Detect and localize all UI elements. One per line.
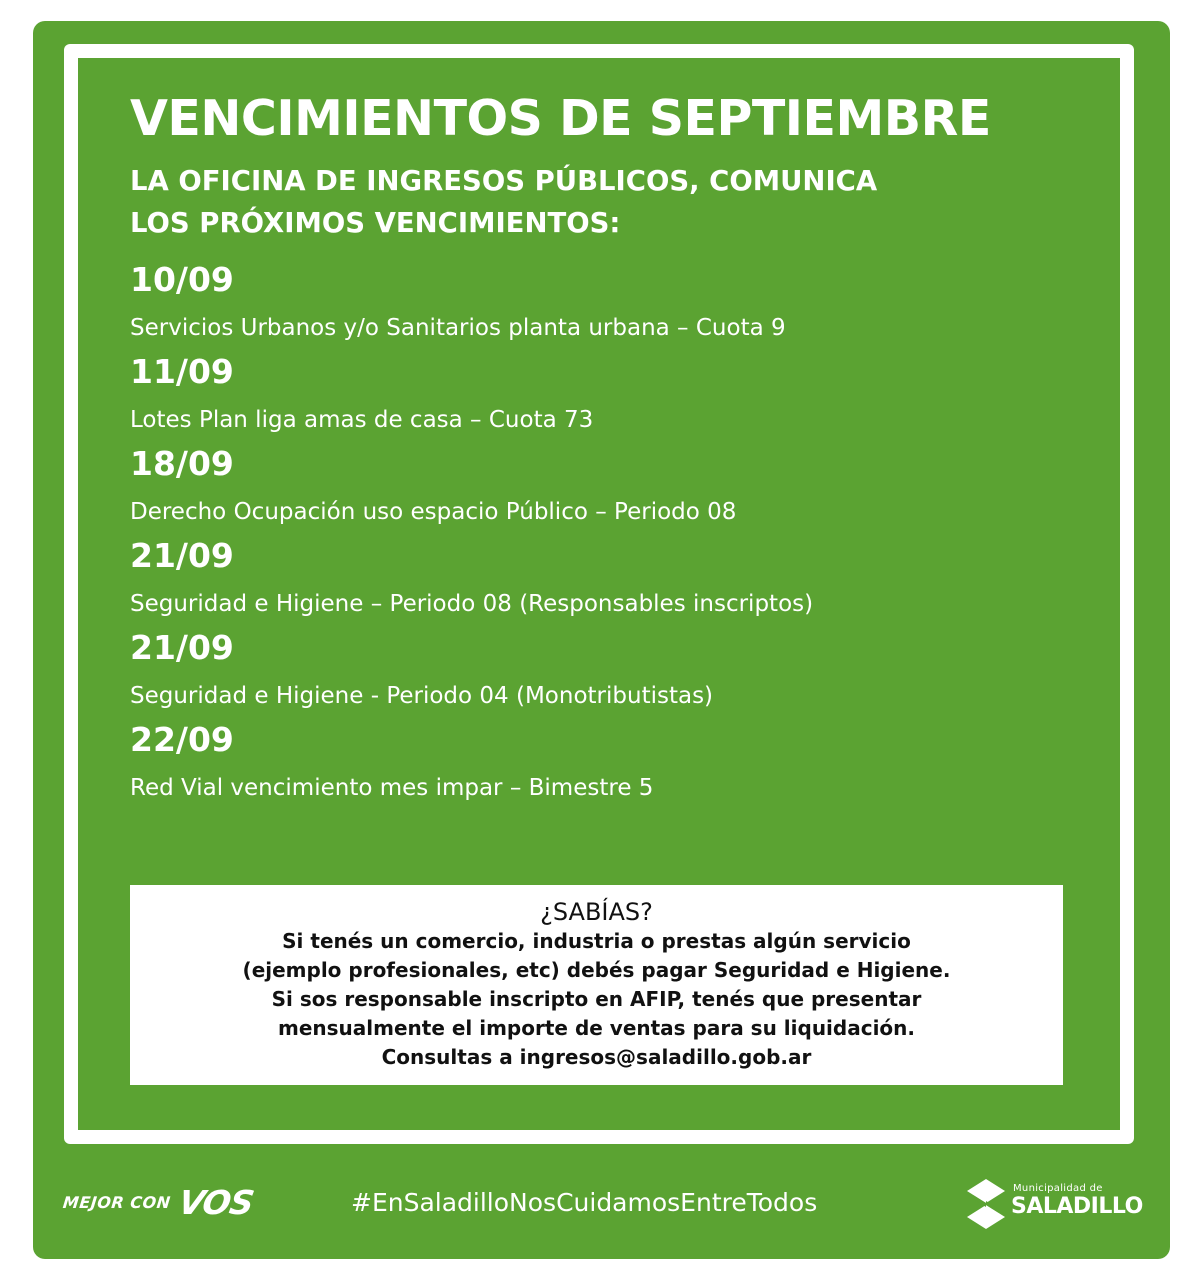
due-date: 11/09 [130,352,234,391]
footer [33,1160,1170,1250]
saladillo-logo-icon [965,1177,1007,1231]
due-description: Red Vial vencimiento mes impar – Bimestre 5 [130,775,654,801]
due-date-list [130,258,1090,810]
info-line: (ejemplo profesionales, etc) debés pagar Seguridad e Higiene. [242,958,951,982]
due-date-item [130,350,1090,442]
municipality-logo [965,1177,1143,1231]
due-date-item [130,534,1090,626]
due-date-item [130,718,1090,810]
slogan-small-text: MEJOR CON [62,1192,172,1212]
page-subtitle [130,160,1030,244]
due-date: 18/09 [130,444,234,483]
slogan-logo [62,1182,256,1222]
contact-email-line: Consultas a ingresos@saladillo.gob.ar [381,1045,812,1069]
info-line: mensualmente el importe de ventas para su liquidación. [277,1016,916,1040]
due-date-item [130,626,1090,718]
did-you-know-heading: ¿SABÍAS? [540,898,653,926]
page-title: VENCIMIENTOS DE SEPTIEMBRE [130,90,991,147]
due-date: 22/09 [130,720,234,759]
due-description: Servicios Urbanos y/o Sanitarios planta urbana – Cuota 9 [130,315,786,341]
info-line: Si sos responsable inscripto en AFIP, tenés que presentar [271,987,922,1011]
due-description: Seguridad e Higiene – Periodo 08 (Responsables inscriptos) [130,591,814,617]
subtitle-line-1: LA OFICINA DE INGRESOS PÚBLICOS, COMUNICA [130,165,878,197]
due-description: Derecho Ocupación uso espacio Público – Periodo 08 [130,499,737,525]
campaign-hashtag: #EnSaladilloNosCuidamosEntreTodos [351,1188,818,1217]
due-description: Seguridad e Higiene - Periodo 04 (Monotributistas) [130,683,714,709]
due-date-item [130,258,1090,350]
logo-big-text: SALADILLO [1011,1194,1143,1219]
slogan-big-text: VOS [175,1182,256,1222]
due-date: 21/09 [130,628,234,667]
due-date-item [130,442,1090,534]
info-line: Si tenés un comercio, industria o prestas algún servicio [282,929,911,953]
logo-small-text: Municipalidad de [1013,1183,1103,1194]
due-date: 10/09 [130,260,234,299]
due-description: Lotes Plan liga amas de casa – Cuota 73 [130,407,594,433]
due-date: 21/09 [130,536,234,575]
did-you-know-box [130,885,1063,1085]
subtitle-line-2: LOS PRÓXIMOS VENCIMIENTOS: [130,207,621,239]
